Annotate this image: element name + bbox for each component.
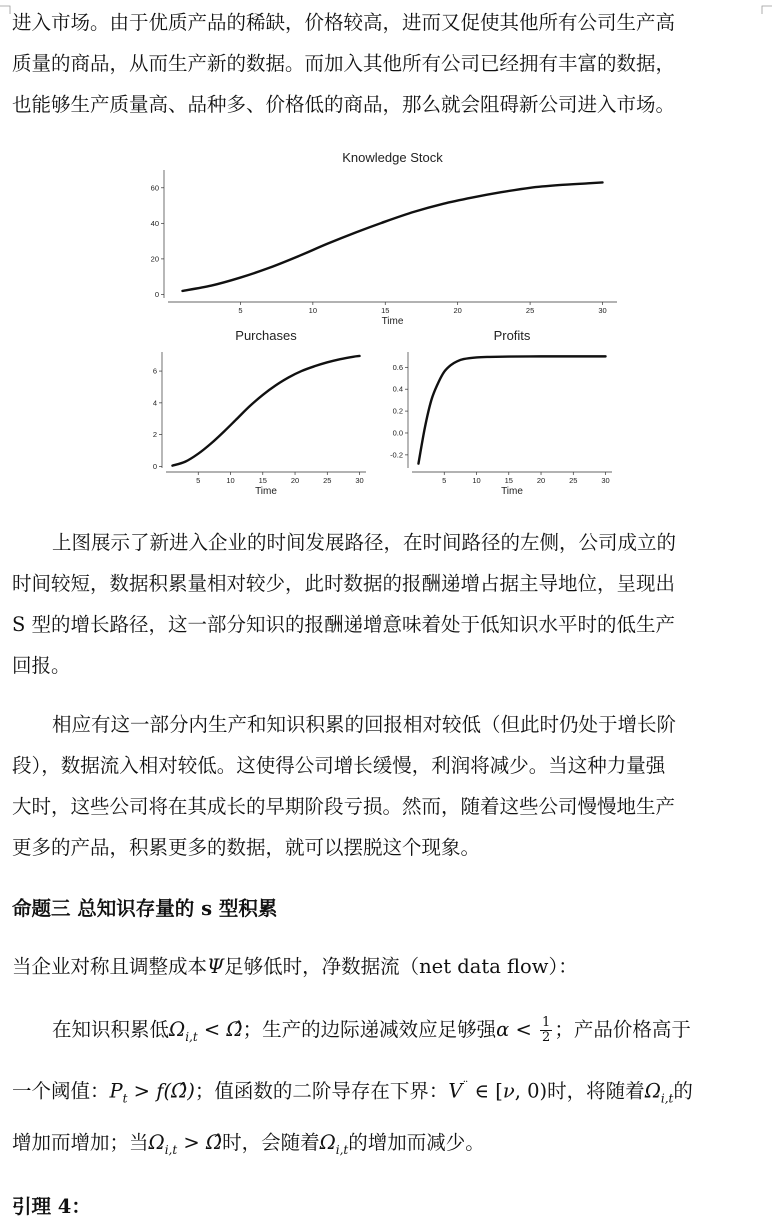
knowledge-stock-x-tick-label: 30 <box>598 306 607 315</box>
knowledge-stock-title: Knowledge Stock <box>342 150 443 165</box>
math-nu: ν <box>502 1079 515 1103</box>
text-fragment: 足够低时，净数据流（net data flow）： <box>224 955 578 978</box>
proposition-line-2 <box>12 1008 764 1059</box>
text-fragment: 的 <box>673 1079 693 1103</box>
math-subscript: i,t <box>335 1142 349 1157</box>
profits-panel <box>390 328 612 497</box>
text-line <box>12 1066 764 1119</box>
purchases-y-tick-label: 0 <box>152 461 157 471</box>
paragraph-low-returns <box>12 704 764 868</box>
knowledge-stock-panel <box>151 150 617 327</box>
text-fragment: ；产品价格高于 <box>554 1018 691 1041</box>
profits-y-tick-label: 0.0 <box>392 428 403 438</box>
proposition-line-3 <box>12 1066 764 1119</box>
text-line: 进入市场。由于优质产品的稀缺，价格较高，进而又促使其他所有公司生产高 <box>12 11 676 34</box>
math-operator: ∈ [ <box>468 1079 503 1103</box>
text-fragment: 增加而增加；当 <box>12 1131 149 1154</box>
profits-y-tick-label: 0.6 <box>392 362 403 372</box>
knowledge-stock-y-tick-label: 60 <box>150 183 159 193</box>
math-second-derivative: ¨ <box>462 1079 469 1093</box>
profits-x-tick-label: 20 <box>536 476 546 485</box>
math-subscript: t <box>122 1091 128 1106</box>
text-line <box>12 946 764 987</box>
text-fragment: 时，将随着 <box>547 1079 645 1103</box>
purchases-x-tick-label: 5 <box>196 476 201 485</box>
math-omega-hat: Ω̂ <box>226 1018 243 1041</box>
math-operator: < <box>509 1018 539 1041</box>
text-line: 大时，这些公司将在其成长的早期阶段亏损。然而，随着这些公司慢慢地生产 <box>12 795 676 818</box>
math-operator: , 0) <box>514 1079 548 1103</box>
math-omega-hat: Ω̂ <box>205 1131 223 1154</box>
knowledge-stock-y-tick-label: 0 <box>154 289 159 299</box>
math-value-function: V <box>448 1079 463 1103</box>
math-subscript: i,t <box>660 1091 674 1106</box>
knowledge-stock-series-line <box>182 182 602 290</box>
profits-y-tick-label: 0.4 <box>392 384 403 394</box>
paragraph-market-entry <box>12 2 764 125</box>
math-omega: Ω <box>148 1131 165 1154</box>
text-fragment: ；生产的边际递减效应足够强 <box>242 1018 497 1041</box>
purchases-series-line <box>172 356 359 466</box>
purchases-x-tick-label: 30 <box>355 476 364 485</box>
fraction-denominator: 2 <box>542 1030 551 1045</box>
text-line: 更多的产品，积累更多的数据，就可以摆脱这个现象。 <box>12 836 481 859</box>
purchases-x-label: Time <box>255 486 277 497</box>
knowledge-stock-x-label: Time <box>381 316 404 327</box>
profits-series-line <box>418 356 605 463</box>
math-alpha: α <box>496 1018 510 1041</box>
text-line: 上图展示了新进入企业的时间发展路径，在时间路径的左侧，公司成立的 <box>52 531 677 554</box>
purchases-y-tick-label: 2 <box>152 430 157 440</box>
text-fragment: 一个阈值： <box>12 1079 110 1103</box>
purchases-x-tick-label: 25 <box>323 476 332 485</box>
math-operator: > <box>127 1079 157 1103</box>
purchases-x-tick-label: 20 <box>290 476 300 485</box>
profits-y-tick-label: -0.2 <box>390 450 403 460</box>
knowledge-stock-x-tick-label: 10 <box>308 306 318 315</box>
text-line: 回报。 <box>12 654 71 677</box>
text-line: S 型的增长路径，这一部分知识的报酬递增意味着处于低知识水平时的低生产 <box>12 613 676 636</box>
profits-x-tick-label: 25 <box>569 476 578 485</box>
profits-x-tick-label: 5 <box>442 476 447 485</box>
text-line: 段），数据流入相对较低。这使得公司增长缓慢，利润将减少。当这种力量强 <box>12 754 666 777</box>
text-line: 质量的商品，从而生产新的数据。而加入其他所有公司已经拥有丰富的数据， <box>12 52 676 75</box>
text-line: 也能够生产质量高、品种多、价格低的商品，那么就会阻碍新公司进入市场。 <box>12 93 676 116</box>
math-subscript: i,t <box>164 1142 178 1157</box>
purchases-title: Purchases <box>235 328 297 343</box>
math-omega: Ω <box>644 1079 661 1103</box>
math-function-f: f <box>156 1079 164 1103</box>
fraction-numerator: 1 <box>542 1015 551 1030</box>
text-fragment: ；值函数的二阶导存在下界： <box>194 1079 449 1103</box>
lemma-title: 引理 4： <box>12 1195 91 1218</box>
math-operator: > <box>177 1131 206 1154</box>
math-omega: Ω <box>319 1131 336 1154</box>
purchases-y-tick-label: 6 <box>152 366 157 376</box>
knowledge-stock-x-tick-label: 5 <box>238 306 243 315</box>
proposition-line-1 <box>12 946 764 987</box>
purchases-panel <box>153 328 366 497</box>
profits-x-tick-label: 10 <box>472 476 481 485</box>
math-psi: Ψ <box>207 955 225 978</box>
text-fragment: 时，会随着 <box>222 1131 320 1154</box>
math-omega: Ω <box>169 1018 186 1041</box>
text-line <box>12 1122 764 1171</box>
text-line: 相应有这一部分内生产和知识积累的回报相对较低（但此时仍处于增长阶 <box>52 713 677 736</box>
math-price: P <box>109 1079 123 1103</box>
knowledge-stock-x-tick-label: 25 <box>525 306 535 315</box>
knowledge-stock-x-tick-label: 20 <box>453 306 462 315</box>
profits-title: Profits <box>493 328 531 343</box>
math-argument: (Ω̂) <box>163 1079 195 1103</box>
chart-svg <box>140 148 630 498</box>
knowledge-stock-y-tick-label: 40 <box>150 218 159 228</box>
proposition-line-4 <box>12 1122 764 1171</box>
profits-x-tick-label: 15 <box>504 476 513 485</box>
profits-y-tick-label: 0.2 <box>392 406 403 416</box>
knowledge-stock-y-tick-label: 20 <box>150 254 159 264</box>
paragraph-figure-description <box>12 522 764 686</box>
math-fraction-one-half <box>540 1016 552 1045</box>
math-subscript: i,t <box>185 1029 198 1044</box>
knowledge-stock-x-tick-label: 15 <box>381 306 390 315</box>
text-fragment: 在知识积累低 <box>52 1018 170 1041</box>
profits-x-tick-label: 30 <box>601 476 610 485</box>
text-fragment: 当企业对称且调整成本 <box>12 955 208 978</box>
proposition-title: 命题三 总知识存量的 s 型积累 <box>12 897 278 920</box>
math-operator: < <box>197 1018 227 1041</box>
profits-x-label: Time <box>501 486 523 497</box>
purchases-y-tick-label: 4 <box>152 398 157 408</box>
text-fragment: 的增加而减少。 <box>348 1131 485 1154</box>
figure-time-paths <box>140 148 630 498</box>
purchases-x-tick-label: 10 <box>226 476 235 485</box>
purchases-x-tick-label: 15 <box>258 476 267 485</box>
text-line: 时间较短，数据积累量相对较少，此时数据的报酬递增占据主导地位，呈现出 <box>12 572 676 595</box>
text-line <box>12 1008 764 1059</box>
